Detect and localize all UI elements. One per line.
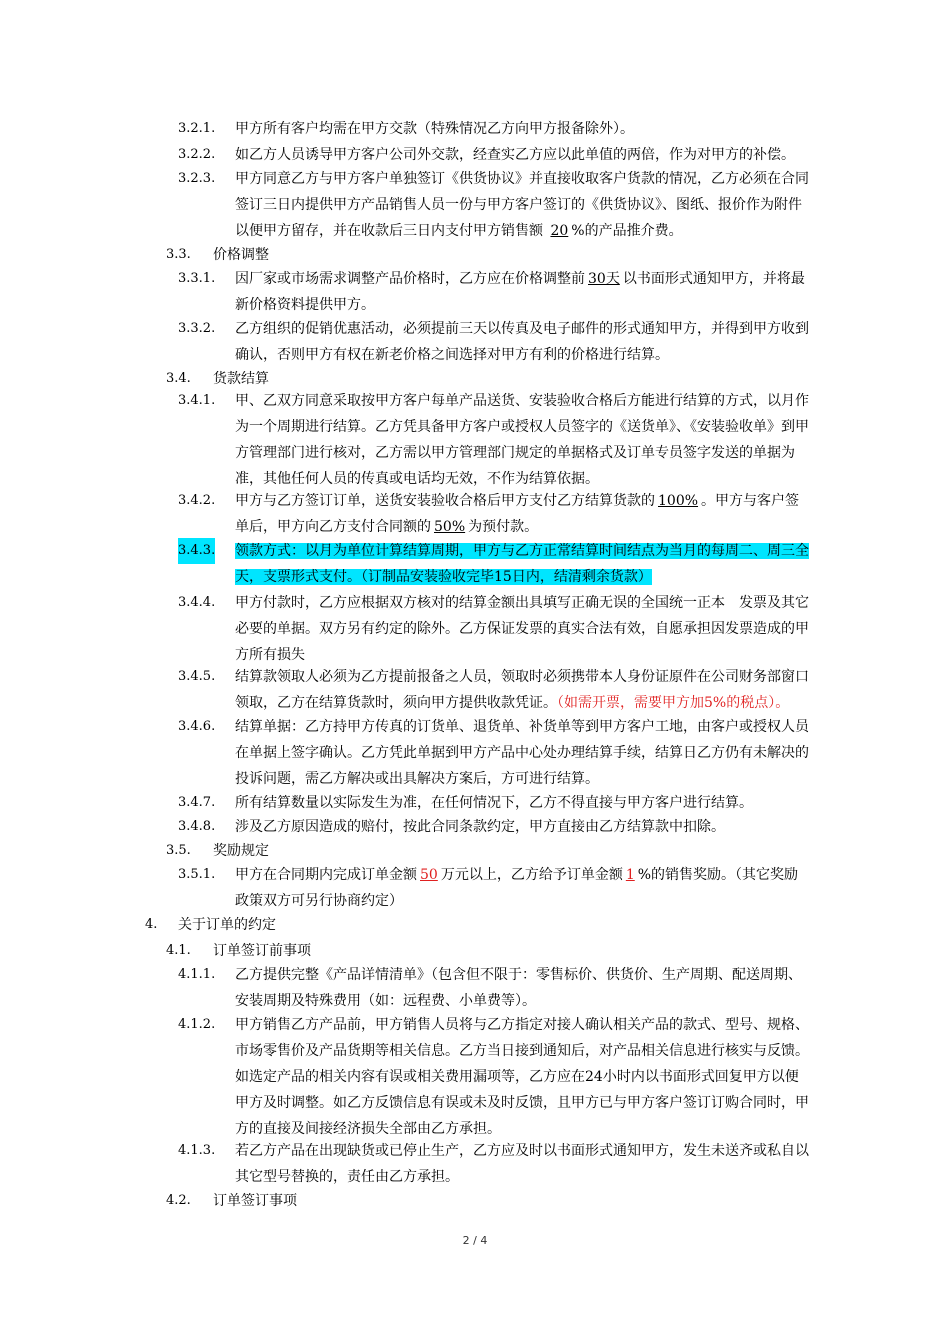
clause-text bbox=[235, 488, 810, 540]
clause-text bbox=[235, 166, 810, 244]
clause-number: 4.1.3. bbox=[178, 1143, 216, 1158]
page-number: 2 / 4 bbox=[462, 1234, 488, 1247]
section-number: 4.2. bbox=[166, 1193, 191, 1208]
clause-number: 3.4.3. bbox=[178, 538, 215, 564]
fill-blank-percent: 20 bbox=[550, 223, 569, 239]
clause-number: 3.2.1. bbox=[178, 121, 216, 136]
section-number: 4.1. bbox=[166, 943, 191, 958]
fill-blank-prepayment: 50% bbox=[434, 519, 466, 535]
fill-blank-days: 30天 bbox=[588, 271, 620, 287]
clause-text-part: 结算款领取人必须为乙方提前报备之人员，领取时必须携带本人身份证原件在公司财务部窗口领取，乙方在结算货款时，须向甲方提供收款凭证。 bbox=[235, 669, 809, 711]
clause-text-part: 因厂家或市场需求调整产品价格时，乙方应在价格调整前 bbox=[235, 271, 585, 287]
section-title: 货款结算 bbox=[213, 371, 269, 387]
clause-text: 如乙方人员诱导甲方客户公司外交款，经查实乙方应以此单值的两倍，作为对甲方的补偿。 bbox=[235, 147, 795, 163]
clause-text-part: 。甲方与客户签单后，甲方向乙方支付合同额的 bbox=[235, 493, 800, 535]
fill-blank-settlement: 100% bbox=[658, 493, 699, 509]
clause-text-part: %的销售奖励。（其它奖励政策双方可另行协商约定） bbox=[235, 867, 799, 909]
fill-blank-amount: 50 bbox=[420, 867, 438, 883]
clause-text bbox=[235, 266, 810, 318]
clause-text: 涉及乙方原因造成的赔付，按此合同条款约定，甲方直接由乙方结算款中扣除。 bbox=[235, 819, 725, 835]
clause-number: 3.4.1. bbox=[178, 393, 216, 408]
clause-number: 3.3.1. bbox=[178, 271, 216, 286]
clause-text: 乙方提供完整《产品详情清单》（包含但不限于：零售标价、供货价、生产周期、配送周期、安装周期及特殊费用（如：远程费、小单费等）。 bbox=[235, 967, 802, 1009]
section-title: 奖励规定 bbox=[213, 843, 269, 859]
clause-text: 若乙方产品在出现缺货或已停止生产，乙方应及时以书面形式通知甲方，发生未送齐或私自以其它型号替换的，责任由乙方承担。 bbox=[235, 1143, 809, 1185]
clause-number: 4.1.1. bbox=[178, 967, 216, 982]
section-title: 关于订单的约定 bbox=[178, 917, 276, 933]
clause-number: 3.4.4. bbox=[178, 595, 216, 610]
clause-number: 3.2.3. bbox=[178, 171, 216, 186]
clause-text-part: （订制品安装验收完毕15日内，结清剩余货款） bbox=[361, 569, 652, 585]
clause-text-part: 甲方同意乙方与甲方客户单独签订《供货协议》并直接收取客户货款的情况，乙方必须在合同签订三日内提供甲方产品销售人员一份与甲方客户签订的《供货协议》、图纸、报价作为附件以便甲方留存，并在收款后三日内支付甲方销售额 bbox=[235, 171, 809, 239]
clause-number: 4.1.2. bbox=[178, 1017, 216, 1032]
section-number: 3.5. bbox=[166, 843, 191, 858]
section-title: 订单签订事项 bbox=[213, 1193, 297, 1209]
tax-note-red: （如需开票，需要甲方加5%的税点）。 bbox=[557, 695, 790, 711]
clause-text: 甲方所有客户均需在甲方交款（特殊情况乙方向甲方报备除外）。 bbox=[235, 121, 634, 137]
clause-text bbox=[235, 664, 810, 716]
clause-text: 结算单据：乙方持甲方传真的订货单、退货单、补货单等到甲方客户工地，由客户或授权人员在单据上签字确认。乙方凭此单据到甲方产品中心处办理结算手续，结算日乙方仍有未解决的投诉问题，需乙方解决或出具解决方案后，方可进行结算。 bbox=[235, 719, 809, 787]
clause-text bbox=[235, 862, 810, 914]
section-number: 3.4. bbox=[166, 371, 191, 386]
section-title: 价格调整 bbox=[213, 247, 269, 263]
clause-number: 3.4.8. bbox=[178, 819, 216, 834]
clause-number: 3.5.1. bbox=[178, 867, 216, 882]
clause-text-part: 以书面形式通知甲方，并将最新价格资料提供甲方。 bbox=[235, 271, 805, 313]
clause-text-part: %的产品推介费。 bbox=[571, 223, 683, 239]
clause-text-part: 甲方与乙方签订订单，送货安装验收合格后甲方支付乙方结算货款的 bbox=[235, 493, 655, 509]
clause-text: 甲、乙双方同意采取按甲方客户每单产品送货、安装验收合格后方能进行结算的方式，以月作为一个周期进行结算。乙方凭具备甲方客户或授权人员签字的《送货单》、《安装验收单》到甲方管理部门进行核对，乙方需以甲方管理部门规定的单据格式及订单专员签字发送的单据为准，其他任何人员的传真或电话均无效，不作为结算依据。 bbox=[235, 393, 809, 487]
clause-number: 3.3.2. bbox=[178, 321, 216, 336]
clause-text-part: 甲方在合同期内完成订单金额 bbox=[235, 867, 417, 883]
clause-number: 3.4.5. bbox=[178, 669, 216, 684]
section-number: 4. bbox=[145, 917, 158, 932]
section-title: 订单签订前事项 bbox=[213, 943, 311, 959]
clause-number: 3.2.2. bbox=[178, 147, 216, 162]
clause-number: 3.4.7. bbox=[178, 795, 216, 810]
clause-text-part: 万元以上，乙方给予订单金额 bbox=[440, 867, 623, 883]
clause-number: 3.4.6. bbox=[178, 719, 216, 734]
fill-blank-reward-percent: 1 bbox=[625, 867, 635, 883]
clause-text-highlighted bbox=[235, 538, 810, 590]
clause-text-part: 为预付款。 bbox=[468, 519, 539, 535]
clause-text-part: 领款方式：以月为单位计算结算周期，甲方与乙方正常结算时间结点为当月的每周二、周三全天，支票形式支付。 bbox=[235, 543, 809, 585]
clause-text: 甲方付款时，乙方应根据双方核对的结算金额出具填写正确无误的全国统一正本 发票及其它必要的单据。双方另有约定的除外。乙方保证发票的真实合法有效，自愿承担因发票造成的甲方所有损失 bbox=[235, 595, 809, 663]
clause-number: 3.4.2. bbox=[178, 493, 216, 508]
clause-text: 甲方销售乙方产品前，甲方销售人员将与乙方指定对接人确认相关产品的款式、型号、规格、市场零售价及产品货期等相关信息。乙方当日接到通知后，对产品相关信息进行核实与反馈。如选定产品的相关内容有误或相关费用漏项等，乙方应在24小时内以书面形式回复甲方以便甲方及时调整。如乙方反馈信息有误或未及时反馈，且甲方已与甲方客户签订订购合同时，甲方的直接及间接经济损失全部由乙方承担。 bbox=[235, 1017, 809, 1137]
section-number: 3.3. bbox=[166, 247, 191, 262]
clause-text: 乙方组织的促销优惠活动，必须提前三天以传真及电子邮件的形式通知甲方，并得到甲方收到确认，否则甲方有权在新老价格之间选择对甲方有利的价格进行结算。 bbox=[235, 321, 809, 363]
clause-text: 所有结算数量以实际发生为准，在任何情况下，乙方不得直接与甲方客户进行结算。 bbox=[235, 795, 753, 811]
